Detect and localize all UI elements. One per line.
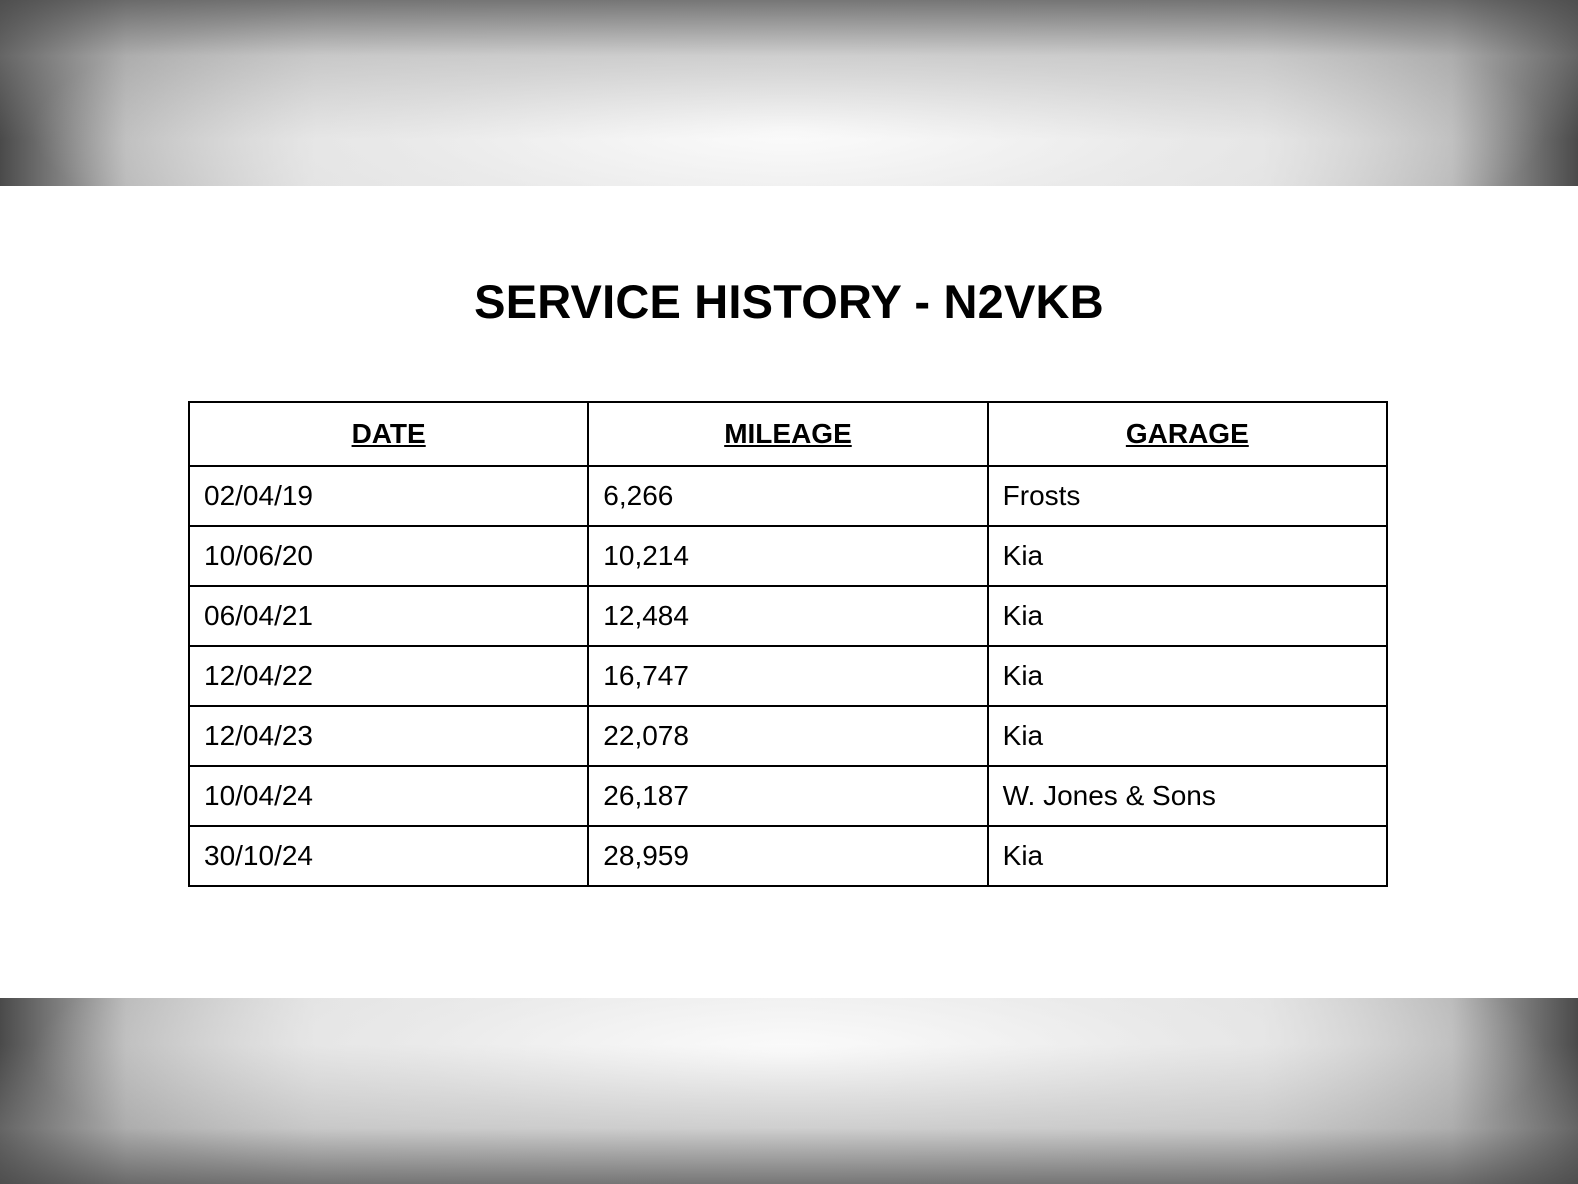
mileage-cell: 28,959 [588, 826, 987, 886]
garage-cell: W. Jones & Sons [988, 766, 1387, 826]
table-row [189, 586, 1387, 646]
service-history-table [188, 401, 1388, 887]
table-row [189, 466, 1387, 526]
mileage-cell: 26,187 [588, 766, 987, 826]
table-row [189, 526, 1387, 586]
date-cell: 30/10/24 [189, 826, 588, 886]
column-header-date: DATE [189, 402, 588, 466]
date-cell: 06/04/21 [189, 586, 588, 646]
mileage-cell: 6,266 [588, 466, 987, 526]
table-row [189, 766, 1387, 826]
date-cell: 12/04/22 [189, 646, 588, 706]
mileage-cell: 12,484 [588, 586, 987, 646]
table-row [189, 706, 1387, 766]
column-header-mileage: MILEAGE [588, 402, 987, 466]
table-header-row [189, 402, 1387, 466]
table-row [189, 646, 1387, 706]
top-vignette-border [0, 0, 1578, 186]
mileage-cell: 10,214 [588, 526, 987, 586]
garage-cell: Kia [988, 526, 1387, 586]
document-title: SERVICE HISTORY - N2VKB [474, 275, 1104, 328]
date-cell: 12/04/23 [189, 706, 588, 766]
bottom-vignette-border [0, 998, 1578, 1184]
garage-cell: Frosts [988, 466, 1387, 526]
date-cell: 10/04/24 [189, 766, 588, 826]
column-header-garage: GARAGE [988, 402, 1387, 466]
mileage-cell: 16,747 [588, 646, 987, 706]
date-cell: 10/06/20 [189, 526, 588, 586]
garage-cell: Kia [988, 706, 1387, 766]
garage-cell: Kia [988, 586, 1387, 646]
table-row [189, 826, 1387, 886]
garage-cell: Kia [988, 826, 1387, 886]
garage-cell: Kia [988, 646, 1387, 706]
document-page [0, 186, 1578, 998]
date-cell: 02/04/19 [189, 466, 588, 526]
mileage-cell: 22,078 [588, 706, 987, 766]
